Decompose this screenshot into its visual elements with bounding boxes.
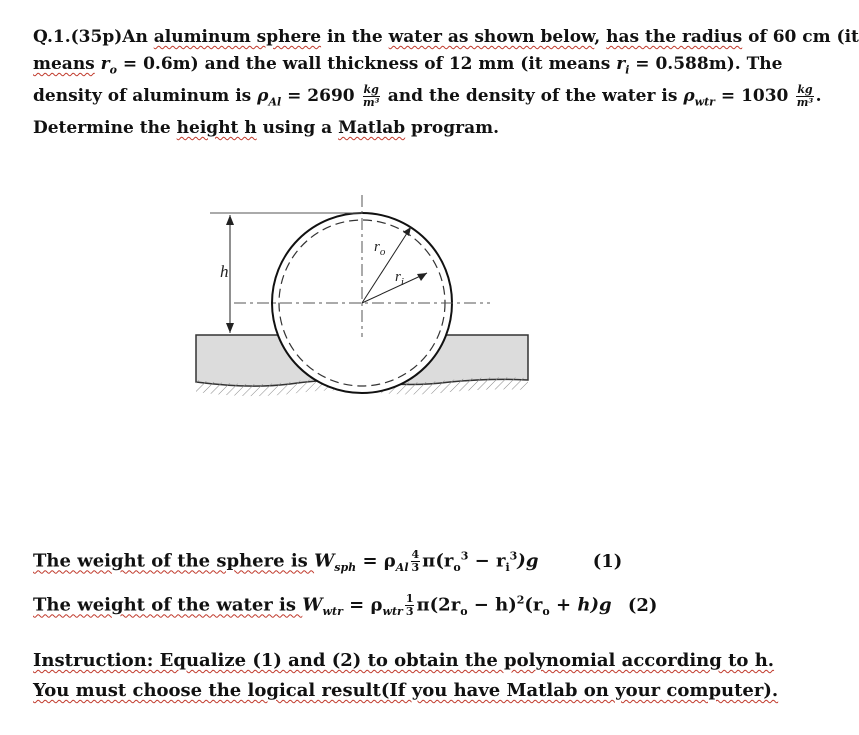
question-line-3 [33, 84, 822, 109]
text: = 0.6m) [116, 54, 199, 74]
text: . [815, 86, 822, 106]
label-ri: $r_i$ [395, 269, 404, 288]
math-expression: + h)g [549, 594, 612, 616]
math-subscript: i [505, 561, 510, 575]
unit-numerator: kg [363, 83, 379, 96]
math-expression: = ρ [356, 550, 396, 572]
fraction-numerator: 1 [405, 592, 414, 605]
math-fraction [411, 549, 421, 574]
label-ro: $r_o$ [374, 239, 386, 258]
math-subscript: Al [395, 561, 409, 575]
math-expression: (r [524, 594, 543, 616]
text: of 60 cm (it [742, 27, 859, 47]
text: in the [321, 27, 389, 47]
math-subscript: wtr [694, 95, 715, 109]
text: and the wall thickness of 12 mm (it means [198, 54, 617, 74]
math-superscript: 3 [460, 549, 469, 563]
unit-numerator: kg [797, 83, 813, 96]
math-expression: − r [468, 550, 506, 572]
instruction-line-1: Instruction: Equalize (1) and (2) to obtain the polynomial according to h. [33, 650, 775, 671]
math-symbol: r [616, 54, 626, 74]
text: water as shown below [388, 27, 595, 47]
text: = 1030 [714, 86, 795, 106]
math-symbol: r [100, 54, 110, 74]
equation-number: (2) [627, 594, 658, 616]
equation-1 [33, 549, 622, 574]
text: Matlab [338, 118, 406, 138]
text: = 0.588m). The [629, 54, 783, 74]
unit-denominator: m³ [362, 96, 380, 109]
text: height h [176, 118, 257, 138]
math-superscript: 2 [516, 593, 525, 607]
math-subscript: o [460, 605, 468, 619]
math-symbol: W [302, 594, 323, 616]
math-symbol: ρ [683, 86, 695, 106]
math-subscript: sph [334, 561, 357, 575]
equation-number: (1) [592, 550, 623, 572]
text: = 2690 [281, 86, 355, 106]
unit-denominator: m³ [796, 96, 814, 109]
arrow-head-top [226, 215, 234, 225]
unit-fraction [796, 84, 813, 109]
math-expression: π(r [422, 550, 454, 572]
arrow-head-bottom [226, 323, 234, 333]
unit-fraction [363, 84, 380, 109]
math-symbol: ρ [257, 86, 269, 106]
text: Determine the [33, 118, 177, 138]
math-subscript: i [625, 63, 630, 77]
math-subscript: o [453, 561, 461, 575]
math-superscript: 3 [509, 549, 518, 563]
fraction-numerator: 4 [411, 548, 420, 561]
math-subscript: wtr [382, 605, 403, 619]
math-subscript: Al [268, 95, 282, 109]
text: The weight of the sphere is [33, 550, 315, 572]
text: program. [405, 118, 500, 138]
math-expression: )g [517, 550, 539, 572]
text: using a [256, 118, 339, 138]
fraction-denominator: 3 [405, 605, 414, 618]
math-symbol: W [314, 550, 335, 572]
label-h: h [220, 262, 229, 281]
instruction-line-2: You must choose the logical result(If you have Matlab on your computer). [33, 680, 779, 701]
sphere-in-water-figure [190, 185, 535, 445]
math-subscript: wtr [322, 605, 343, 619]
equation-2 [33, 593, 657, 618]
text: aluminum sphere [153, 27, 322, 47]
question-line-1 [33, 27, 859, 47]
math-fraction [405, 593, 415, 618]
question-line-4 [33, 118, 499, 138]
fraction-denominator: 3 [411, 561, 420, 574]
text: density of aluminum is [33, 86, 258, 106]
math-expression: − h) [467, 594, 517, 616]
math-subscript: o [109, 63, 117, 77]
text: The weight of the water is [33, 594, 303, 616]
question-line-2 [33, 54, 782, 76]
text: has the radius [606, 27, 743, 47]
text: and the density of the water is [387, 86, 684, 106]
math-subscript: o [542, 605, 550, 619]
text: Q.1.(35p)An [33, 27, 154, 47]
math-expression: π(2r [416, 594, 461, 616]
math-expression: = ρ [342, 594, 383, 616]
text: , [594, 27, 607, 47]
text: means [33, 54, 95, 74]
